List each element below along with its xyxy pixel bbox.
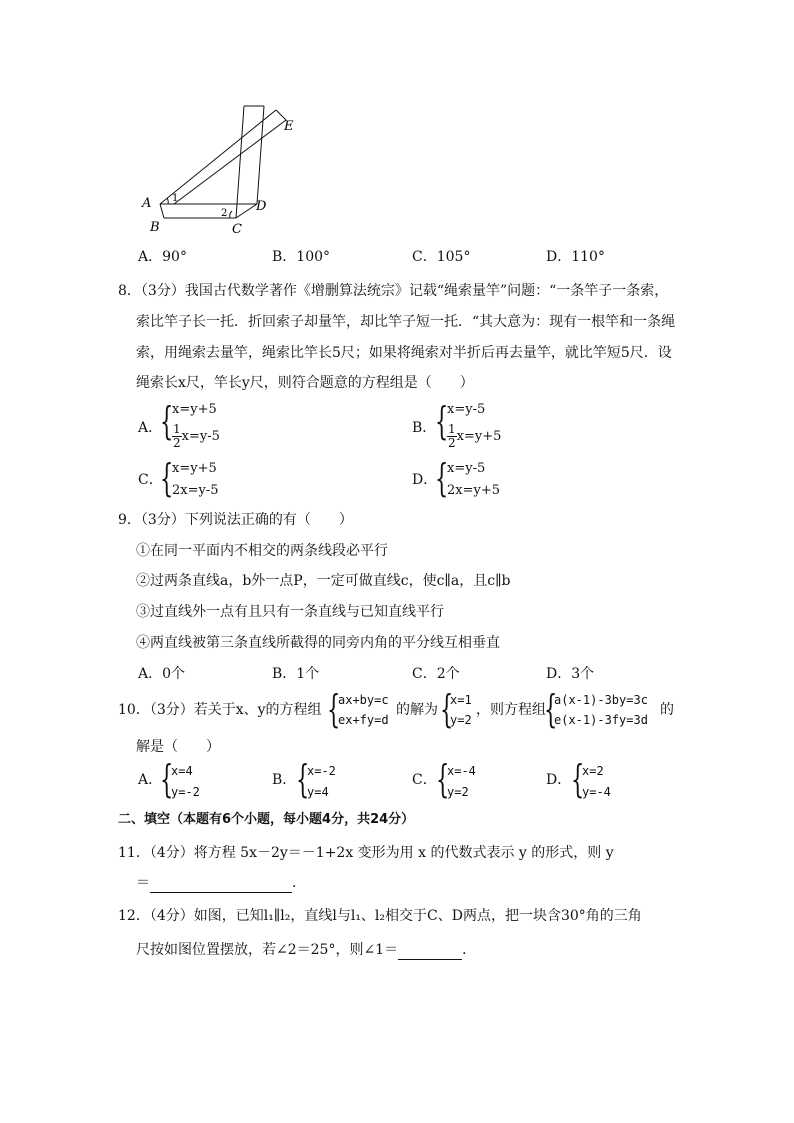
q12-line-1: 12．（4分）如图，已知l₁∥l₂，直线l与l₁、l₂相交于C、D两点，把一块含30°角的三角: [118, 908, 642, 924]
fraction: [447, 423, 457, 450]
q10-prefix: 10．（3分）若关于x、y的方程组: [118, 702, 322, 718]
q8-stem-line-2: 索比竿子长一托．折回索子却量竿，却比竿子短一托．“其大意为：现有一根竿和一条绳: [136, 314, 676, 330]
option-eq2: 2x=y-5: [172, 483, 219, 498]
option-text: 90°: [162, 249, 187, 265]
q9-option-c[interactable]: [412, 664, 460, 684]
option-eq2-row: [172, 423, 220, 450]
line-strip-left: [236, 106, 244, 218]
option-eq1: x=-2: [307, 764, 336, 778]
label-angle-1: 1: [172, 193, 179, 204]
option-key: A．: [138, 420, 163, 436]
q11-equals: ＝: [136, 875, 150, 891]
q11-period: ．: [292, 875, 306, 891]
angle-1-arc: [167, 198, 168, 204]
q9-item-2: ②过两条直线a，b外一点P，一定可做直线c，使c∥a，且c∥b: [136, 573, 511, 589]
option-eq1: x=4: [171, 764, 193, 778]
option-text: 3个: [571, 666, 595, 682]
q9-item-3: ③过直线外一点有且只有一条直线与已知直线平行: [136, 604, 444, 620]
fraction-denominator: 2: [173, 436, 181, 450]
option-eq2: y=4: [307, 785, 329, 799]
option-eq1: x=y-5: [447, 402, 486, 417]
q10-sys1-eq1: ax+by=c: [338, 693, 389, 707]
line-CD: [236, 204, 257, 218]
q11-line-2: [136, 873, 306, 893]
fraction-numerator: 1: [173, 422, 181, 436]
brace-icon: {: [327, 687, 341, 731]
brace-icon: {: [160, 456, 174, 500]
q7-option-b[interactable]: [272, 247, 330, 267]
q7-option-d[interactable]: [546, 247, 605, 267]
option-key: D．: [546, 249, 572, 265]
q12-line-2: [136, 940, 476, 960]
q12-period: ．: [462, 942, 477, 958]
q7-geometry-diagram: [138, 100, 308, 240]
label-A: A: [142, 196, 152, 211]
option-text: 2个: [436, 666, 460, 682]
option-key: B．: [272, 249, 297, 265]
label-E: E: [284, 119, 294, 134]
brace-icon: {: [296, 757, 310, 801]
q9-stem: 9．（3分）下列说法正确的有（ ）: [118, 512, 353, 528]
option-key: B．: [272, 772, 297, 788]
option-text: 100°: [296, 249, 331, 265]
q10-sol-eq2: y=2: [450, 713, 472, 727]
option-eq1: x=y+5: [172, 461, 217, 476]
q7-option-c[interactable]: [412, 247, 470, 267]
option-eq1: x=y+5: [172, 402, 217, 417]
line-AB: [160, 204, 164, 218]
option-eq1: x=2: [582, 764, 604, 778]
option-eq2: y=2: [447, 785, 469, 799]
q10-line-2: 解是（ ）: [136, 739, 220, 755]
q10-mid1: 的解为: [396, 702, 438, 718]
brace-icon: {: [544, 687, 558, 731]
q10-sys2-eq2: e(x-1)-3fy=3d: [554, 713, 648, 727]
brace-icon: {: [571, 757, 585, 801]
option-eq2: x=y+5: [456, 429, 502, 444]
option-eq1: x=-4: [447, 764, 476, 778]
option-key: C．: [412, 772, 437, 788]
option-eq2: y=-4: [582, 785, 611, 799]
brace-icon: {: [160, 399, 174, 443]
angle-2-arc: [230, 211, 232, 218]
brace-icon: {: [440, 687, 454, 731]
line-strip-right: [257, 106, 264, 204]
option-key: B．: [412, 420, 437, 436]
option-text: 110°: [571, 249, 605, 265]
option-eq1: x=y-5: [447, 461, 486, 476]
section-2-title: 二、填空（本题有6个小题，每小题4分，共24分）: [118, 812, 415, 827]
q9-item-4: ④两直线被第三条直线所截得的同旁内角的平分线互相垂直: [136, 635, 500, 651]
q11-answer-blank[interactable]: [150, 874, 292, 893]
option-key: B．: [272, 666, 297, 682]
brace-icon: {: [160, 757, 174, 801]
option-key: C．: [412, 249, 437, 265]
q8-stem-line-4: 绳索长x尺，竿长y尺，则符合题意的方程组是（ ）: [136, 375, 474, 391]
q9-option-a[interactable]: [138, 664, 185, 684]
q10-sol-eq1: x=1: [450, 693, 472, 707]
option-key: D．: [412, 472, 438, 488]
option-text: 105°: [436, 249, 471, 265]
fraction-numerator: 1: [448, 422, 456, 436]
option-key: D．: [546, 772, 572, 788]
option-eq2-row: [447, 423, 501, 450]
option-text: 0个: [162, 666, 186, 682]
label-B: B: [150, 220, 160, 235]
line-strip-lower: [174, 120, 286, 204]
brace-icon: {: [435, 456, 449, 500]
q12-text: 尺按如图位置摆放，若∠2＝25°，则∠1＝: [136, 942, 399, 958]
q11-line-1: 11．（4分）将方程 5x－2y＝－1+2x 变形为用 x 的代数式表示 y 的形式，则 y: [118, 845, 614, 861]
option-key: C．: [412, 666, 437, 682]
option-text: 1个: [296, 666, 320, 682]
option-key: D．: [546, 666, 572, 682]
q12-answer-blank[interactable]: [398, 941, 462, 960]
option-eq2: y=-2: [171, 785, 200, 799]
option-eq2: 2x=y+5: [447, 483, 501, 498]
q10-sys1-eq2: ex+fy=d: [338, 713, 389, 727]
q10-mid2: ，则方程组: [476, 702, 546, 718]
q8-stem-line-1: 8．（3分）我国古代数学著作《增删算法统宗》记载“绳索量竿”问题：“一条竿子一条索，: [118, 283, 669, 299]
option-key: A．: [138, 249, 163, 265]
label-D: D: [256, 199, 267, 214]
q10-suffix: 的: [660, 702, 674, 718]
option-key: C．: [138, 472, 163, 488]
fraction: [172, 423, 182, 450]
q8-stem-line-3: 索，用绳索去量竿，绳索比竿长5尺；如果将绳索对半折后再去量竿，就比竿短5尺．设: [136, 345, 672, 361]
q9-item-1: ①在同一平面内不相交的两条线段必平行: [136, 543, 388, 559]
option-eq2: x=y-5: [181, 429, 220, 444]
q9-option-b[interactable]: [272, 664, 319, 684]
q7-option-a[interactable]: [138, 247, 187, 267]
q10-sys2-eq1: a(x-1)-3by=3c: [554, 693, 648, 707]
q9-option-d[interactable]: [546, 664, 594, 684]
fraction-denominator: 2: [448, 436, 456, 450]
q7-figure: [138, 100, 308, 240]
brace-icon: {: [436, 757, 450, 801]
option-key: A．: [138, 772, 163, 788]
label-C: C: [232, 222, 242, 237]
option-key: A．: [138, 666, 163, 682]
brace-icon: {: [435, 399, 449, 443]
label-angle-2: 2: [221, 208, 228, 219]
line-AE: [160, 110, 276, 204]
